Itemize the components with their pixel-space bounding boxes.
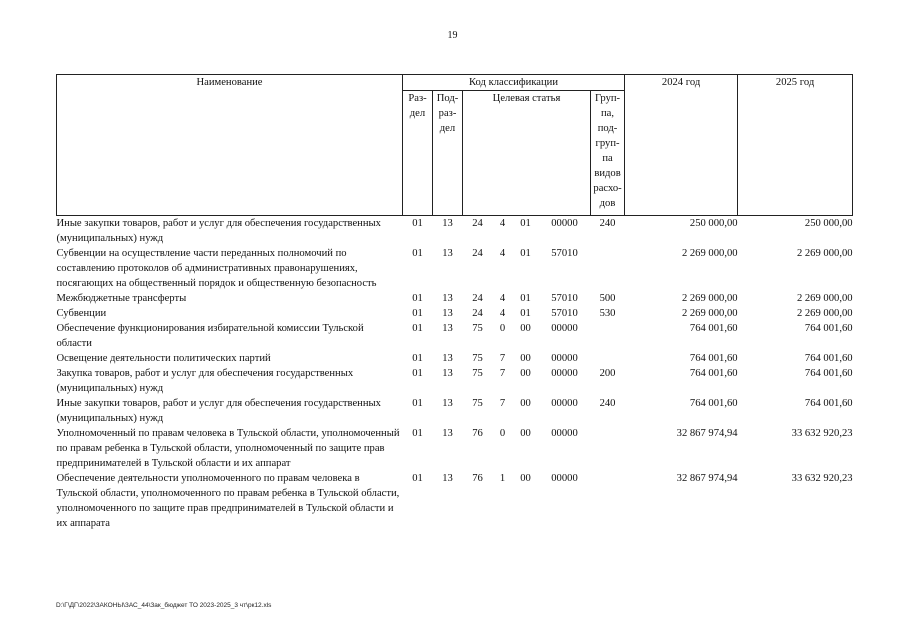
row-cs3: 00	[520, 428, 531, 439]
row-podrazdel: 13	[442, 473, 453, 484]
row-cs2: 7	[499, 353, 506, 364]
row-podrazdel: 13	[442, 368, 453, 379]
row-vr	[591, 246, 625, 291]
row-2024: 764 001,60	[689, 398, 738, 409]
row-cs1: 75	[472, 353, 483, 364]
row-podrazdel: 13	[442, 428, 453, 439]
row-vr: 240	[599, 218, 616, 229]
table-row	[57, 366, 853, 396]
row-podrazdel: 13	[442, 323, 453, 334]
table-row	[57, 396, 853, 426]
row-vr	[591, 426, 625, 471]
footer-file-path: D:\Г\ДГ\2022\ЗАКОНЫ\ЗАС_44\Зак_бюджет ТО 2023-2025_3 чт\рк12.xls	[56, 602, 272, 609]
table-row	[57, 216, 853, 247]
row-cs3: 01	[520, 293, 531, 304]
row-razdel: 01	[412, 398, 423, 409]
row-cs3: 00	[520, 398, 531, 409]
table-row	[57, 426, 853, 471]
row-cs2: 4	[499, 248, 506, 259]
row-razdel: 01	[412, 218, 423, 229]
row-name: Субвенции на осуществление части переданных полномочий по составлению протоколов об административных правонарушениях, посягающих на общественный порядок и общественную безопасность	[56, 248, 377, 289]
header-subsection: Под- раз- дел	[433, 91, 463, 216]
row-cs2: 4	[499, 293, 506, 304]
row-name: Иные закупки товаров, работ и услуг для обеспечения государственных (муниципальных) нужд	[56, 218, 381, 244]
row-2024: 764 001,60	[689, 353, 738, 364]
row-cs1: 24	[472, 218, 483, 229]
row-cs2: 4	[499, 218, 506, 229]
row-cs3: 01	[520, 218, 531, 229]
header-section: Раз- дел	[403, 91, 433, 216]
row-cs1: 75	[472, 398, 483, 409]
row-2025: 2 269 000,00	[796, 308, 853, 319]
row-cs1: 24	[472, 293, 483, 304]
row-podrazdel: 13	[442, 308, 453, 319]
table-row	[57, 351, 853, 366]
row-vr: 200	[599, 368, 616, 379]
row-podrazdel: 13	[442, 293, 453, 304]
header-classification-code: Код классификации	[403, 75, 625, 91]
row-podrazdel: 13	[442, 353, 453, 364]
header-year-2024: 2024 год	[625, 75, 738, 216]
row-cs4: 00000	[551, 368, 578, 379]
row-cs3: 00	[520, 368, 531, 379]
row-cs4: 57010	[551, 293, 578, 304]
header-name: Наименование	[57, 75, 403, 216]
row-2024: 2 269 000,00	[681, 248, 738, 259]
row-razdel: 01	[412, 428, 423, 439]
row-cs1: 75	[472, 368, 483, 379]
row-razdel: 01	[412, 308, 423, 319]
row-vr: 240	[599, 398, 616, 409]
row-cs2: 0	[499, 323, 506, 334]
row-2025: 764 001,60	[804, 353, 853, 364]
row-2025: 2 269 000,00	[796, 248, 853, 259]
row-cs3: 00	[520, 473, 531, 484]
table-row	[57, 246, 853, 291]
row-2025: 2 269 000,00	[796, 293, 853, 304]
row-2025: 250 000,00	[804, 218, 853, 229]
row-vr: 530	[599, 308, 616, 319]
table-header	[57, 75, 853, 216]
row-name: Обеспечение деятельности уполномоченного по правам человека в Тульской области, уполномоченного по правам ребенка в Тульской области, уполномоченного по защите прав предпринимателей в Тульской области и их аппарата	[56, 473, 400, 529]
row-cs4: 00000	[551, 353, 578, 364]
row-cs4: 00000	[551, 323, 578, 334]
table-row	[57, 306, 853, 321]
row-2024: 2 269 000,00	[681, 293, 738, 304]
row-cs1: 76	[472, 428, 483, 439]
table-row	[57, 471, 853, 531]
row-cs1: 24	[472, 308, 483, 319]
row-vr	[591, 321, 625, 351]
row-vr	[591, 471, 625, 531]
table-row	[57, 291, 853, 306]
row-cs2: 0	[499, 428, 506, 439]
row-cs2: 7	[499, 398, 506, 409]
row-cs3: 01	[520, 308, 531, 319]
row-cs1: 24	[472, 248, 483, 259]
row-cs4: 57010	[551, 308, 578, 319]
row-razdel: 01	[412, 473, 423, 484]
row-2024: 764 001,60	[689, 323, 738, 334]
table-body	[57, 216, 853, 532]
row-razdel: 01	[412, 368, 423, 379]
row-cs4: 00000	[551, 218, 578, 229]
row-2024: 32 867 974,94	[676, 473, 738, 484]
row-name: Уполномоченный по правам человека в Тульской области, уполномоченный по правам ребенка в Тульской области, уполномоченный по защите прав предпринимателей в Тульской области и их аппарат	[56, 428, 400, 469]
row-cs4: 00000	[551, 398, 578, 409]
budget-table	[56, 74, 853, 531]
table-row	[57, 321, 853, 351]
row-cs3: 00	[520, 353, 531, 364]
row-razdel: 01	[412, 293, 423, 304]
row-cs2: 1	[499, 473, 506, 484]
row-cs3: 01	[520, 248, 531, 259]
row-2025: 764 001,60	[804, 398, 853, 409]
row-vr: 500	[599, 293, 616, 304]
row-cs2: 7	[499, 368, 506, 379]
row-razdel: 01	[412, 353, 423, 364]
row-cs4: 00000	[551, 428, 578, 439]
header-target-article: Целевая статья	[463, 91, 591, 216]
header-year-2025: 2025 год	[738, 75, 853, 216]
row-cs2: 4	[499, 308, 506, 319]
row-razdel: 01	[412, 248, 423, 259]
row-name: Иные закупки товаров, работ и услуг для обеспечения государственных (муниципальных) нужд	[56, 398, 381, 424]
row-cs3: 00	[520, 323, 531, 334]
row-2024: 764 001,60	[689, 368, 738, 379]
page-number: 19	[447, 30, 458, 41]
row-2024: 32 867 974,94	[676, 428, 738, 439]
row-cs4: 00000	[551, 473, 578, 484]
row-2025: 33 632 920,23	[791, 428, 853, 439]
row-2024: 250 000,00	[689, 218, 738, 229]
row-podrazdel: 13	[442, 398, 453, 409]
row-name: Обеспечение функционирования избирательной комиссии Тульской области	[56, 323, 364, 349]
row-cs1: 75	[472, 323, 483, 334]
row-razdel: 01	[412, 323, 423, 334]
row-2024: 2 269 000,00	[681, 308, 738, 319]
row-name: Субвенции	[56, 308, 107, 319]
row-2025: 764 001,60	[804, 323, 853, 334]
row-podrazdel: 13	[442, 248, 453, 259]
row-cs1: 76	[472, 473, 483, 484]
row-2025: 764 001,60	[804, 368, 853, 379]
header-expense-group: Груп- па, под- груп- па видов расхо- дов	[591, 91, 625, 216]
row-name: Межбюджетные трансферты	[56, 293, 187, 304]
row-2025: 33 632 920,23	[791, 473, 853, 484]
row-cs4: 57010	[551, 248, 578, 259]
row-name: Закупка товаров, работ и услуг для обеспечения государственных (муниципальных) нужд	[56, 368, 354, 394]
row-vr	[591, 351, 625, 366]
row-podrazdel: 13	[442, 218, 453, 229]
row-name: Освещение деятельности политических партий	[56, 353, 271, 364]
